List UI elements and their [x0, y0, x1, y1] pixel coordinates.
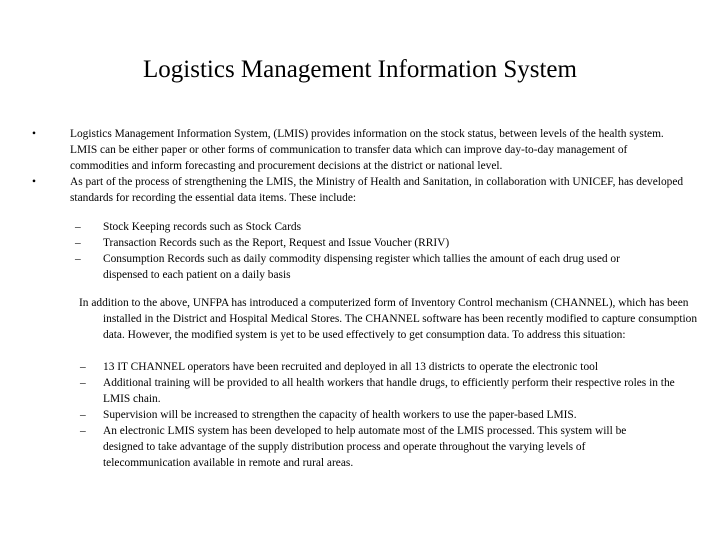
dash-marker: –	[80, 377, 86, 389]
bullet-marker: •	[32, 176, 36, 188]
sub-item: Consumption Records such as daily commodity dispensing register which tallies the amount of each drug used or dispensed to each patient on a daily basis	[103, 253, 620, 281]
bullet-marker: •	[32, 128, 36, 140]
slide-title: Logistics Management Information System	[143, 56, 577, 83]
action-item: An electronic LMIS system has been developed to help automate most of the LMIS processed. This system will be designed to take advantage of the supply distribution process and operate throughout the varying levels of telecommunication available in remote and rural areas.	[103, 425, 627, 469]
action-item: 13 IT CHANNEL operators have been recruited and deployed in all 13 districts to operate the electronic tool	[103, 361, 599, 373]
bullet-item: As part of the process of strengthening the LMIS, the Ministry of Health and Sanitation, in collaboration with UNICEF, has developed standards for recording the essential data items. These include:	[70, 176, 684, 204]
dash-marker: –	[80, 409, 86, 421]
bullet-item: Logistics Management Information System, (LMIS) provides information on the stock status, between levels of the health system. LMIS can be either paper or other forms of communication to transfer data which can improve day-to-day management of commodities and inform forecasting and procurement decisions at the district or national level.	[70, 128, 664, 172]
dash-marker: –	[80, 425, 86, 437]
dash-marker: –	[75, 221, 81, 233]
action-item: Supervision will be increased to strengthen the capacity of health workers to use the paper-based LMIS.	[103, 409, 577, 421]
action-item: Additional training will be provided to all health workers that handle drugs, to efficiently perform their respective roles in the LMIS chain.	[103, 377, 675, 405]
sub-item: Transaction Records such as the Report, Request and Issue Voucher (RRIV)	[103, 237, 450, 249]
dash-marker: –	[75, 253, 81, 265]
dash-marker: –	[75, 237, 81, 249]
dash-marker: –	[80, 361, 86, 373]
sub-item: Stock Keeping records such as Stock Cards	[103, 221, 302, 233]
channel-paragraph: In addition to the above, UNFPA has introduced a computerized form of Inventory Control mechanism (CHANNEL), which has been installed in the District and Hospital Medical Stores. The CHANNEL software has been recently modified to capture consumption data. However, the modified system is yet to be used effectively to get consumption data. To address this situation:	[79, 297, 698, 341]
